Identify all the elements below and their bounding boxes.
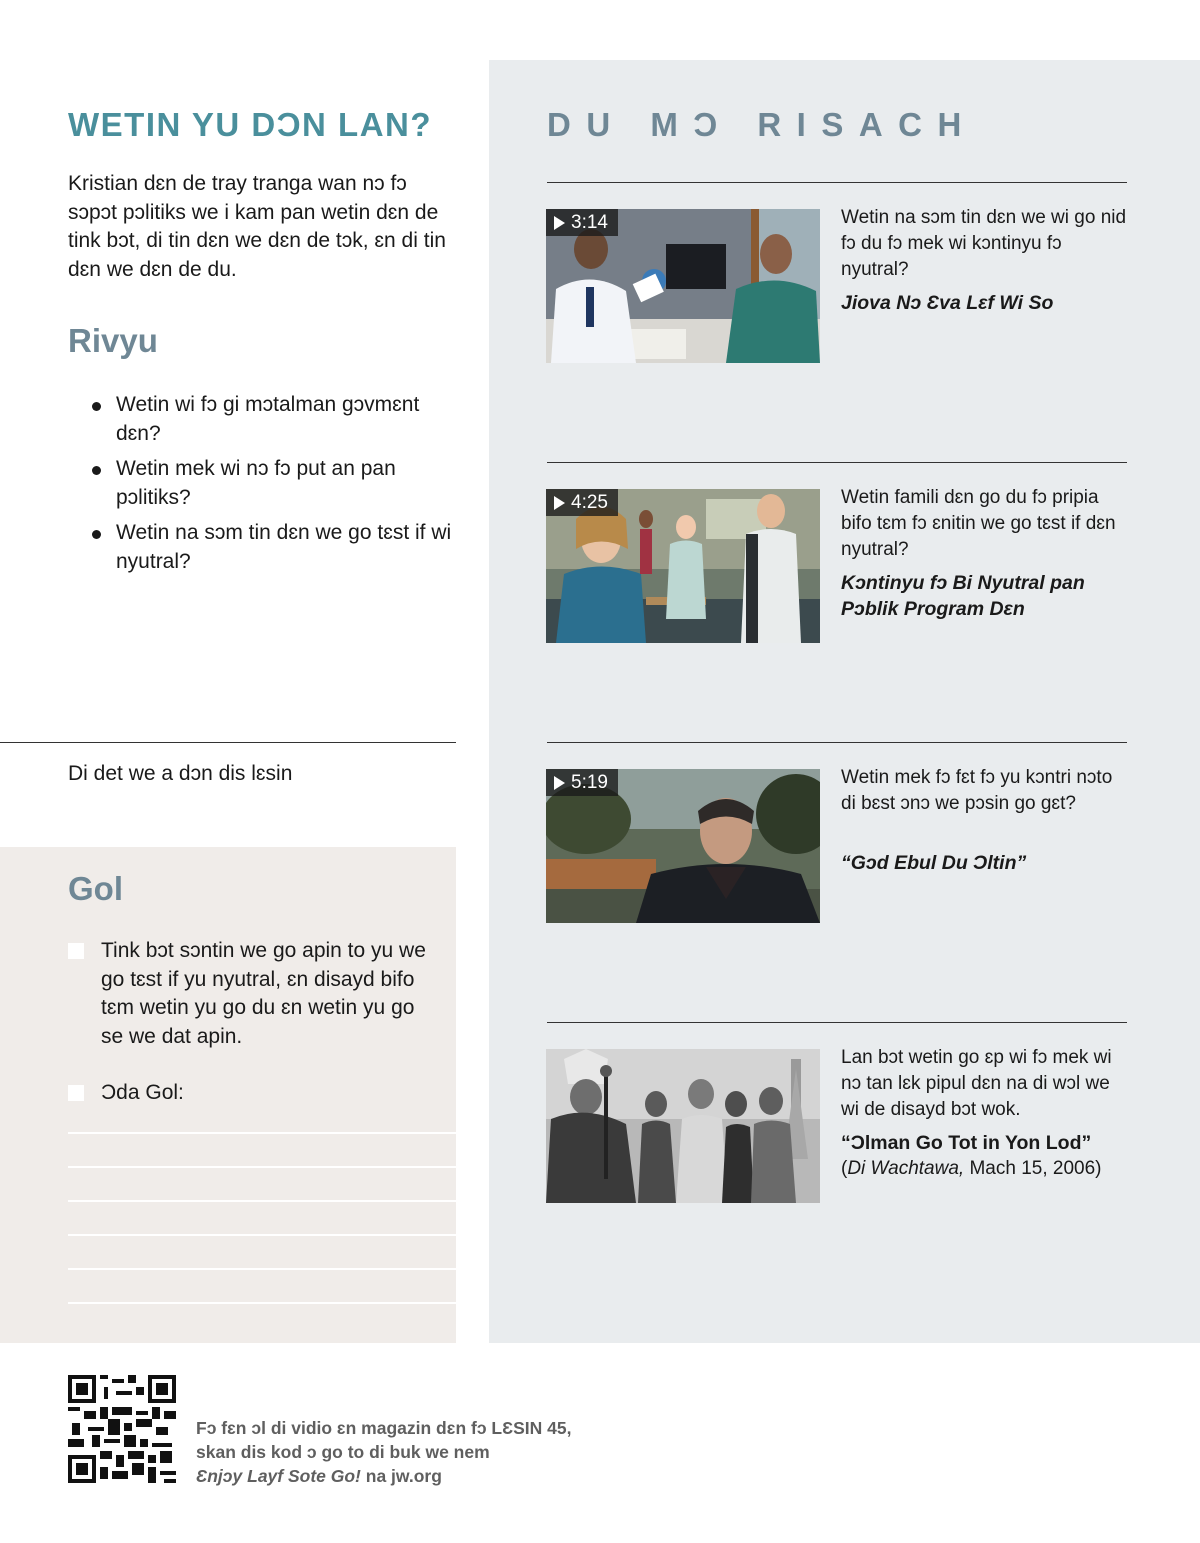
- video-divider: [547, 182, 1127, 183]
- qr-code-icon[interactable]: [68, 1375, 176, 1483]
- goal-writing-line[interactable]: [68, 1132, 456, 1134]
- historical-illustration: [546, 1049, 820, 1203]
- article-source: [841, 1156, 1131, 1182]
- goal-text: Tink bɔt sɔntin we go apin to yu we go tɛst if yu nyutral, ɛn disayd bifo tɛm wetin yu go du ɛn wetin yu go se we dat apin.: [101, 939, 426, 1048]
- review-item: [92, 391, 460, 448]
- play-icon: [554, 496, 565, 510]
- intro-paragraph: Kristian dɛn de tray tranga wan nɔ fɔ sɔpɔt pɔlitiks we i kam pan wetin dɛn de tink bɔt, di tin dɛn we dɛn de tɔk, ɛn di tin dɛn we dɛn de du.: [68, 172, 446, 281]
- goal-writing-line[interactable]: [68, 1302, 456, 1304]
- goal-writing-line[interactable]: [68, 1166, 456, 1168]
- video-title-link[interactable]: Jiova Nɔ Ɛva Lɛf Wi So: [841, 292, 1054, 314]
- video-thumbnail[interactable]: [546, 769, 820, 923]
- video-divider: [547, 1022, 1127, 1023]
- video-title-link[interactable]: Kɔntinyu fɔ Bi Nyutral pan Pɔblik Program Dɛn: [841, 572, 1085, 620]
- goal-writing-line[interactable]: [68, 1268, 456, 1270]
- video-description: Wetin na sɔm tin dɛn we wi go nid fɔ du fɔ mek wi kɔntinyu fɔ nyutral?: [841, 207, 1127, 280]
- goal-item-other[interactable]: [68, 1079, 428, 1108]
- review-item-text: Wetin wi fɔ gi mɔtalman gɔvmɛnt dɛn?: [116, 393, 420, 445]
- duration-text: 4:25: [571, 492, 608, 513]
- article-title-link[interactable]: “Ɔlman Go Tot in Yon Lod”: [841, 1132, 1092, 1154]
- source-paren: (: [841, 1158, 848, 1179]
- checkbox-icon[interactable]: [68, 943, 84, 959]
- review-item-text: Wetin mek wi nɔ fɔ put an pan pɔlitiks?: [116, 457, 396, 509]
- video-divider: [547, 462, 1127, 463]
- video-description: Wetin mek fɔ fɛt fɔ yu kɔntri nɔto di bɛst ɔnɔ we pɔsin go gɛt?: [841, 767, 1113, 814]
- duration-text: 5:19: [571, 772, 608, 793]
- goal-writing-line[interactable]: [68, 1200, 456, 1202]
- footer-site: na jw.org: [360, 1466, 442, 1486]
- review-item: [92, 519, 460, 576]
- section-title-more-research: DU MƆ RISACH: [547, 106, 977, 143]
- article-description: Lan bɔt wetin go ɛp wi fɔ mek wi nɔ tan lɛk pipul dɛn na di wɔl we wi de disayd bɔt wok.: [841, 1047, 1112, 1120]
- footer-line: [196, 1464, 616, 1488]
- video-thumbnail[interactable]: [546, 209, 820, 363]
- duration-text: 3:14: [571, 212, 608, 233]
- goal-text: Ɔda Gol:: [101, 1081, 184, 1104]
- checkbox-icon[interactable]: [68, 1085, 84, 1101]
- review-list: [92, 391, 460, 583]
- section-title-what-you-learned: WETIN YU DƆN LAN?: [68, 106, 433, 143]
- footer-line: Fɔ fɛn ɔl di vidio ɛn magazin dɛn fɔ LƐSIN 45,: [196, 1418, 572, 1438]
- bullet-icon: [92, 466, 101, 475]
- article-thumbnail[interactable]: [546, 1049, 820, 1203]
- bullet-icon: [92, 402, 101, 411]
- play-icon: [554, 776, 565, 790]
- review-item-text: Wetin na sɔm tin dɛn we go tɛst if wi nyutral?: [116, 521, 452, 573]
- video-thumbnail[interactable]: [546, 489, 820, 643]
- book-title-link[interactable]: Ɛnjɔy Layf Sote Go!: [196, 1466, 361, 1486]
- source-date: Mach 15, 2006): [964, 1158, 1102, 1179]
- video-title-link[interactable]: “Gɔd Ebul Du Ɔltin”: [841, 852, 1027, 874]
- goal-item[interactable]: [68, 937, 428, 1051]
- goal-writing-line[interactable]: [68, 1234, 456, 1236]
- source-publication: Di Wachtawa,: [847, 1158, 965, 1179]
- video-duration-badge: [546, 489, 618, 516]
- video-duration-badge: [546, 769, 618, 796]
- footer-line: skan dis kod ɔ go to di buk we nem: [196, 1442, 490, 1462]
- video-duration-badge: [546, 209, 618, 236]
- bullet-icon: [92, 530, 101, 539]
- video-description: Wetin famili dɛn go du fɔ pripia bifo tɛm fɔ ɛnitin we go tɛst if dɛn nyutral?: [841, 487, 1116, 560]
- date-divider: [0, 742, 456, 743]
- review-heading: Rivyu: [68, 322, 158, 359]
- date-completed-label: Di det we a dɔn dis lɛsin: [68, 762, 293, 785]
- goals-heading: Gol: [68, 870, 123, 907]
- review-item: [92, 455, 460, 512]
- play-icon: [554, 216, 565, 230]
- footer-note: [196, 1416, 616, 1488]
- video-divider: [547, 742, 1127, 743]
